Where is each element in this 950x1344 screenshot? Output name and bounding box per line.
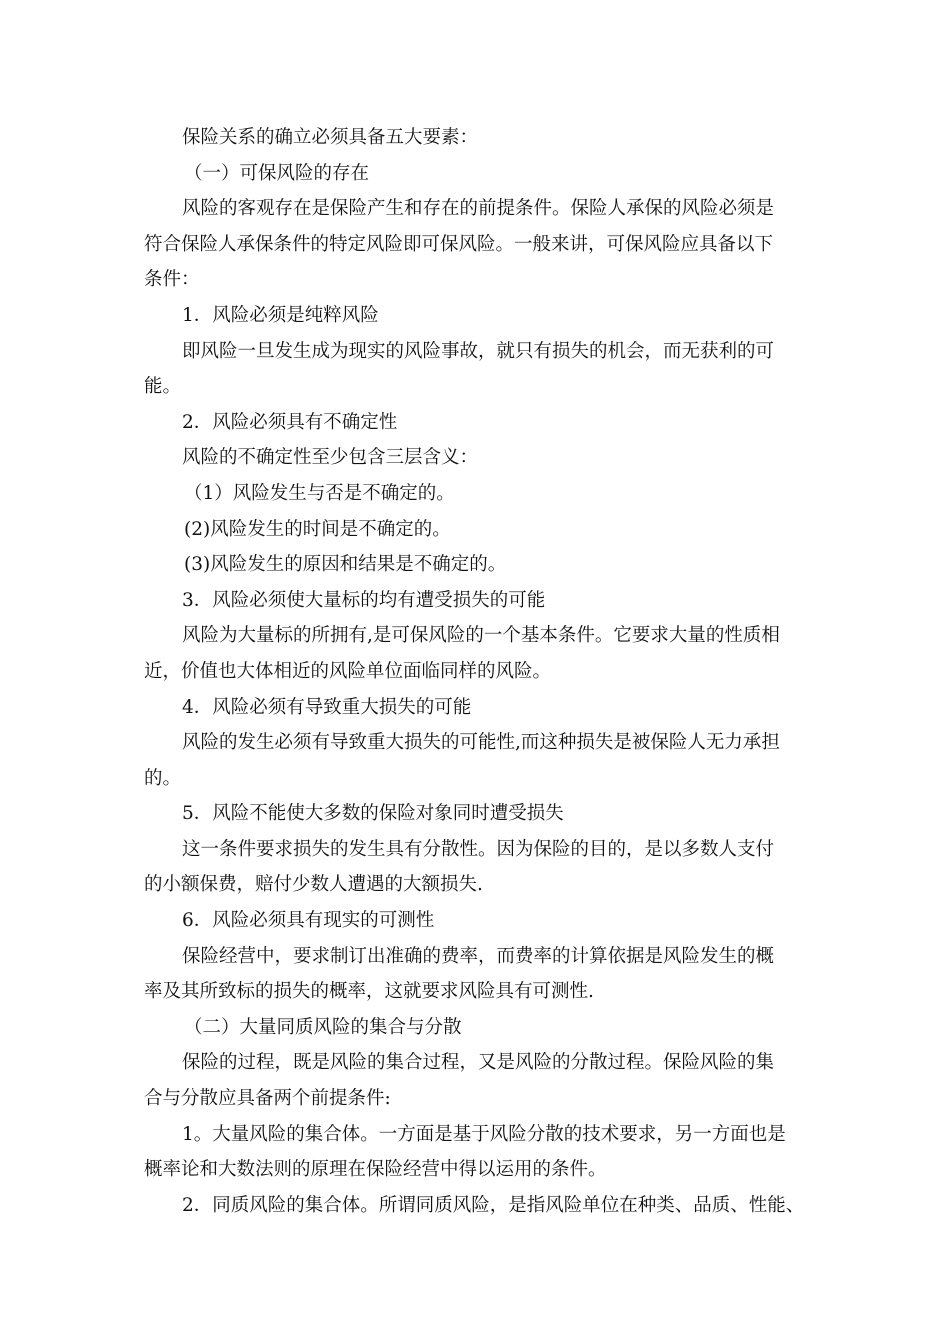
intro-line: 保险关系的确立必须具备五大要素：	[182, 127, 479, 148]
paragraph-line: 近，价值也大体相近的风险单位面临同样的风险。	[144, 660, 552, 682]
paragraph-line: 风险的发生必须有导致重大损失的可能性,而这种损失是被保险人无力承担	[182, 732, 780, 754]
paragraph-line: 保险经营中，要求制订出准确的费率，而费率的计算依据是风险发生的概	[182, 945, 775, 967]
paragraph-line: 能。	[144, 376, 182, 398]
section-heading-1: （一）可保风险的存在	[184, 162, 370, 184]
item-heading-3: 3．风险必须使大量标的均有遭受损失的可能	[182, 589, 546, 611]
item-heading-1: 1．风险必须是纯粹风险	[182, 304, 379, 326]
paragraph-line: 的。	[144, 767, 182, 789]
item-heading-5: 5．风险不能使大多数的保险对象同时遭受损失	[182, 803, 564, 825]
paragraph-line: 保险的过程，既是风险的集合过程，又是风险的分散过程。保险风险的集	[182, 1052, 775, 1074]
paragraph-line: 的小额保费，赔付少数人遭遇的大额损失.	[144, 874, 483, 896]
paragraph-line: 条件：	[144, 269, 200, 291]
paragraph-line: 风险的客观存在是保险产生和存在的前提条件。保险人承保的风险必须是	[182, 198, 775, 220]
sub-item-line: (3)风险发生的原因和结果是不确定的。	[184, 554, 507, 576]
paragraph-line: 符合保险人承保条件的特定风险即可保风险。一般来讲，可保风险应具备以下	[144, 233, 774, 255]
paragraph-line: 2．同质风险的集合体。所谓同质风险，是指风险单位在种类、品质、性能、	[182, 1194, 805, 1216]
item-heading-2: 2．风险必须具有不确定性	[182, 411, 398, 433]
sub-item-line: （1）风险发生与否是不确定的。	[184, 482, 455, 504]
item-heading-4: 4．风险必须有导致重大损失的可能	[182, 696, 472, 718]
sub-item-line: (2)风险发生的时间是不确定的。	[184, 518, 451, 540]
document-page	[144, 120, 824, 1223]
paragraph-line: 这一条件要求损失的发生具有分散性。因为保险的目的，是以多数人支付	[182, 838, 775, 860]
paragraph-line: 风险为大量标的所拥有,是可保风险的一个基本条件。它要求大量的性质相	[182, 625, 780, 647]
paragraph-line: 率及其所致标的损失的概率，这就要求风险具有可测性.	[144, 981, 594, 1003]
section-heading-2: （二）大量同质风险的集合与分散	[184, 1016, 462, 1038]
paragraph-line: 概率论和大数法则的原理在保险经营中得以运用的条件。	[144, 1159, 607, 1181]
paragraph-line: 即风险一旦发生成为现实的风险事故，就只有损失的机会，而无获利的可	[182, 340, 775, 362]
paragraph-line: 1。大量风险的集合体。一方面是基于风险分散的技术要求，另一方面也是	[182, 1123, 786, 1145]
item-heading-6: 6．风险必须具有现实的可测性	[182, 910, 435, 932]
paragraph-line: 风险的不确定性至少包含三层含义：	[182, 447, 479, 469]
paragraph-line: 合与分散应具备两个前提条件:	[144, 1088, 391, 1110]
